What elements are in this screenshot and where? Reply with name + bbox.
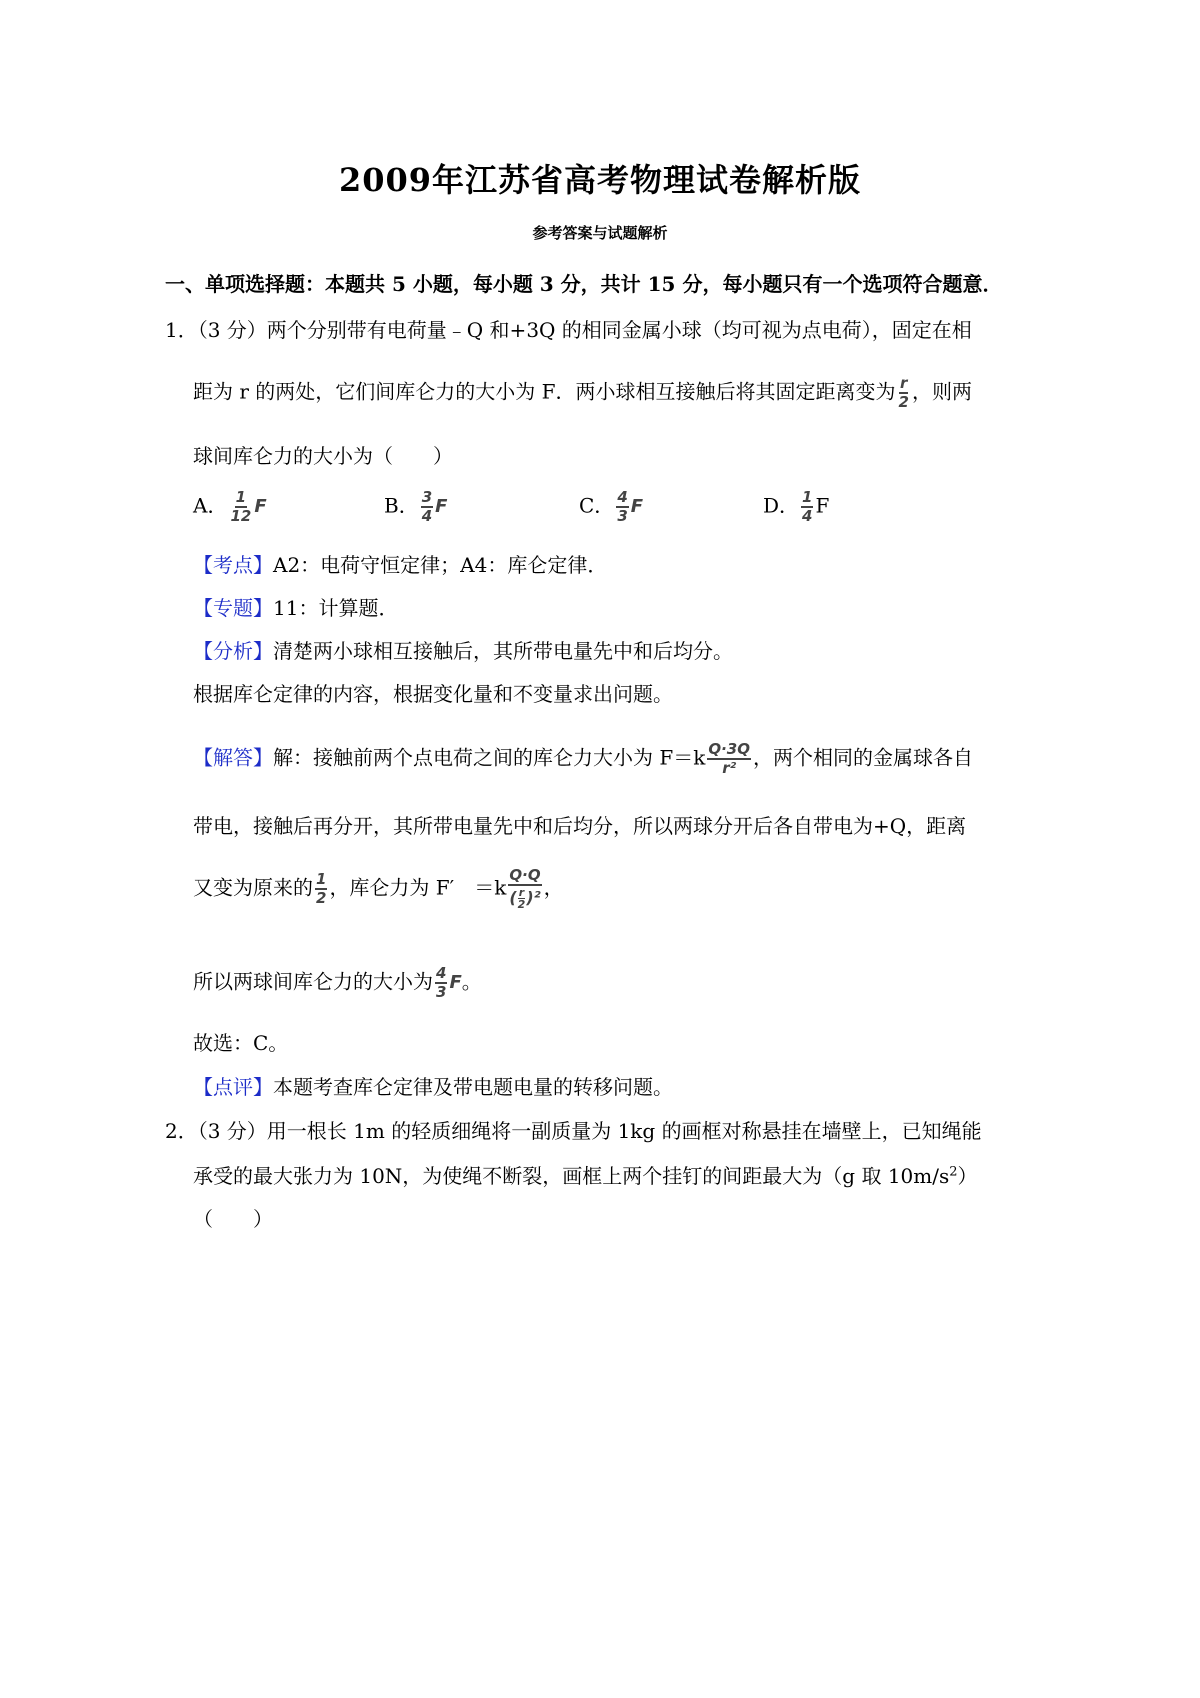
half-num: 1 [316, 870, 327, 888]
option-a-label: A． [193, 493, 228, 518]
line4-num: 4 [436, 964, 447, 982]
option-d-var: F [815, 493, 830, 518]
jieda-line3-mid: ，库仑力为 F′ ＝k [329, 875, 507, 900]
q1-option-c [579, 490, 643, 524]
fenxi-text: 清楚两小球相互接触后，其所带电量先中和后均分。 [273, 639, 733, 663]
option-c-var: F [630, 496, 644, 518]
kaodian-text: A2：电荷守恒定律；A4：库仑定律． [273, 553, 608, 577]
option-c-label: C． [579, 493, 615, 518]
option-a-num: 1 [235, 488, 247, 506]
option-c-fraction [616, 490, 628, 524]
option-b-fraction [421, 490, 433, 524]
page-subtitle: 参考答案与试题解析 [532, 224, 668, 242]
jieda-frac-den: r² [722, 759, 737, 777]
jieda-line3-half [315, 872, 327, 906]
half-den: 2 [316, 889, 327, 907]
line4-den: 3 [436, 983, 447, 1001]
inner-num: r [518, 886, 525, 899]
jieda-tag: 【解答】 [193, 745, 273, 770]
option-b-den: 4 [421, 507, 433, 525]
inner-den: 2 [517, 898, 526, 911]
option-d-num: 1 [802, 488, 813, 506]
dianping-tag: 【点评】 [193, 1075, 273, 1099]
q1-option-b [384, 490, 447, 524]
q2-superscript: 2 [949, 1164, 958, 1180]
jieda-line4 [193, 966, 482, 1000]
jieda-text: 解：接触前两个点电荷之间的库仑力大小为 F＝k [273, 745, 706, 770]
jieda-row [193, 742, 973, 776]
inner-fraction [517, 887, 527, 910]
jieda-line3-text: 又变为原来的 [193, 875, 313, 900]
fenxi-tag: 【分析】 [193, 639, 273, 663]
option-d-den: 4 [802, 507, 813, 525]
q1-frac-den: 2 [898, 393, 909, 411]
zhuanti-text: 11：计算题． [273, 596, 399, 620]
q1-line1: 1．（3 分）两个分别带有电荷量﹣Q 和+3Q 的相同金属小球（均可视为点电荷），固定在相 [165, 318, 972, 342]
line4-var: F [449, 972, 462, 994]
option-a-var: F [254, 496, 267, 518]
jieda-line4-fraction [435, 966, 447, 1000]
option-d-label: D． [763, 493, 800, 518]
q2-line1: 2．（3 分）用一根长 1m 的轻质细绳将一副质量为 1kg 的画框对称悬挂在墙壁上，已知绳能 [165, 1119, 982, 1143]
q2-line3: （ ） [193, 1207, 273, 1231]
fenxi-line2: 根据库仑定律的内容，根据变化量和不变量求出问题。 [193, 682, 673, 706]
jieda-line2: 带电，接触后再分开，其所带电量先中和后均分，所以两球分开后各自带电为+Q，距离 [193, 814, 967, 838]
jieda-line4-text: 所以两球间库仑力的大小为 [193, 969, 433, 994]
option-c-den: 3 [617, 507, 628, 525]
answer-line: 故选：C。 [193, 1031, 289, 1055]
zhuanti-tag: 【专题】 [193, 596, 273, 620]
jieda-line3-end: ， [543, 875, 564, 900]
fenxi-row [193, 639, 733, 663]
q1-fraction-r-over-2 [898, 376, 910, 410]
dianping-row [193, 1075, 673, 1099]
q1-line2 [193, 376, 972, 410]
q1-option-a [193, 490, 267, 524]
page-title: 2009年江苏省高考物理试卷解析版 [338, 161, 862, 199]
kaodian-tag: 【考点】 [193, 553, 273, 577]
section-heading: 一、单项选择题：本题共 5 小题，每小题 3 分，共计 15 分，每小题只有一个选项符合题意． [165, 272, 1003, 296]
jieda-fraction-coulomb [707, 742, 751, 776]
jieda-frac-num: Q·3Q [708, 740, 750, 758]
option-b-num: 3 [421, 488, 433, 506]
option-a-den: 12 [230, 507, 252, 525]
kaodian-row [193, 553, 607, 577]
jieda-line3 [193, 868, 564, 910]
force-frac-den: ( $\frac{r}{2}$ )² [509, 886, 541, 911]
force-frac-num: Q·Q [509, 866, 541, 884]
jieda-text-end: ，两个相同的金属球各自 [753, 745, 973, 770]
option-c-num: 4 [617, 488, 628, 506]
option-d-fraction [801, 490, 813, 524]
q1-frac-num: r [900, 374, 908, 392]
q1-line3: 球间库仑力的大小为（ ） [193, 444, 453, 468]
option-b-var: F [435, 496, 448, 518]
q2-line2 [193, 1164, 978, 1188]
q1-line2-end: ，则两 [911, 379, 972, 404]
q2-line2-text: 承受的最大张力为 10N，为使绳不断裂，画框上两个挂钉的间距最大为（g 取 10m/s [193, 1164, 950, 1188]
jieda-line3-force-fraction [508, 868, 541, 910]
dianping-text: 本题考查库仑定律及带电题电量的转移问题。 [273, 1075, 673, 1099]
option-a-fraction [229, 490, 252, 524]
q2-line2-end: ） [957, 1164, 978, 1188]
q1-line2-text: 距为 r 的两处，它们间库仑力的大小为 F．两小球相互接触后将其固定距离变为 [193, 379, 896, 404]
line4-end: 。 [461, 969, 482, 994]
option-b-label: B． [384, 493, 419, 518]
q1-option-d [763, 490, 829, 524]
zhuanti-row [193, 596, 398, 620]
